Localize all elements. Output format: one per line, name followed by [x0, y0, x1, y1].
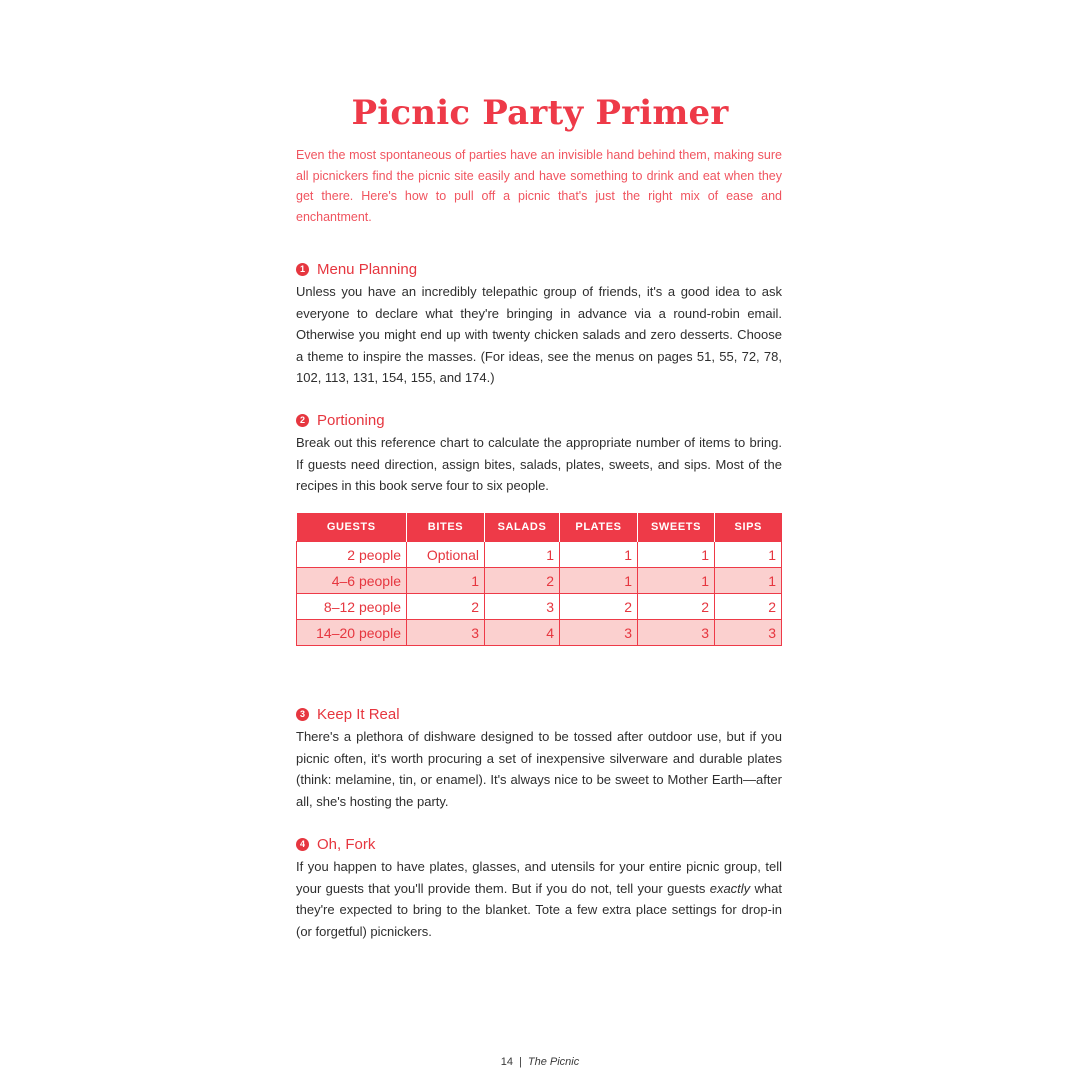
- table-cell: 1: [560, 542, 638, 568]
- table-row: [297, 542, 782, 568]
- table-cell: 1: [407, 568, 485, 594]
- number-badge-icon: 1: [296, 263, 309, 276]
- section-heading: [296, 834, 782, 854]
- portion-chart-table: [296, 513, 782, 646]
- number-badge-icon: 4: [296, 838, 309, 851]
- table-cell-guests: 2 people: [297, 542, 407, 568]
- section-body: There's a plethora of dishware designed to be tossed after outdoor use, but if you picnic often, it's worth procuring a set of inexpensive silverware and durable plates (think: melamine, tin, or enamel). It's always nice to be sweet to Mother Earth—after all, she's hosting the party.: [296, 729, 782, 809]
- section-keep-it-real: [296, 704, 782, 812]
- column-header-plates: PLATES: [560, 513, 638, 542]
- table-row: [297, 594, 782, 620]
- table-cell: 1: [715, 568, 782, 594]
- table-cell: 1: [715, 542, 782, 568]
- column-header-sips: SIPS: [715, 513, 782, 542]
- section-heading-text: Keep It Real: [317, 705, 400, 723]
- table-cell: 1: [560, 568, 638, 594]
- table-cell: 2: [638, 594, 715, 620]
- table-cell: 2: [485, 568, 560, 594]
- section-heading-text: Oh, Fork: [317, 835, 376, 853]
- section-oh-fork: [296, 834, 782, 942]
- table-cell: 3: [560, 620, 638, 646]
- table-cell: 3: [485, 594, 560, 620]
- book-title: The Picnic: [527, 1056, 580, 1068]
- column-header-salads: SALADS: [485, 513, 560, 542]
- intro-paragraph: Even the most spontaneous of parties have an invisible hand behind them, making sure all picnickers find the picnic site easily and have something to drink and eat when they get there. Here's how to pull off a picnic that's just the right mix of ease and enchantment.: [296, 148, 782, 224]
- table-cell: 3: [407, 620, 485, 646]
- section-portioning: [296, 410, 782, 497]
- section-heading-text: Portioning: [317, 411, 385, 429]
- section-menu-planning: [296, 259, 782, 389]
- table-row: [297, 568, 782, 594]
- section-body: [296, 856, 782, 942]
- table-row: [297, 620, 782, 646]
- table-cell-guests: 8–12 people: [297, 594, 407, 620]
- column-header-guests: GUESTS: [297, 513, 407, 542]
- section-body: Unless you have an incredibly telepathic group of friends, it's a good idea to ask everyone to declare what they're bringing in advance via a round-robin email. Otherwise you might end up with twenty chicken salads and zero desserts. Choose a theme to inspire the masses. (For ideas, see the menus on pages 51, 55, 72, 78, 102, 113, 131, 154, 155, and 174.): [296, 284, 782, 385]
- table-header-row: [297, 513, 782, 542]
- column-header-sweets: SWEETS: [638, 513, 715, 542]
- table-cell: Optional: [407, 542, 485, 568]
- column-header-bites: BITES: [407, 513, 485, 542]
- table-cell: 3: [715, 620, 782, 646]
- page-title: Picnic Party Primer: [351, 92, 729, 133]
- table-cell: 2: [560, 594, 638, 620]
- table-cell: 1: [638, 542, 715, 568]
- table-cell: 1: [485, 542, 560, 568]
- table-cell: 1: [638, 568, 715, 594]
- number-badge-icon: 3: [296, 708, 309, 721]
- body-text: If you happen to have plates, glasses, and utensils for your entire picnic group, tell your guests that you'll provide them. But if you do not, tell your guests: [296, 859, 782, 896]
- page-footer: [0, 1056, 1080, 1068]
- section-body: Break out this reference chart to calculate the appropriate number of items to bring. If guests need direction, assign bites, salads, plates, sweets, and sips. Most of the recipes in this book serve four to six people.: [296, 435, 782, 493]
- footer-separator: |: [519, 1056, 522, 1068]
- page-number: 14: [500, 1056, 514, 1068]
- table-cell: 3: [638, 620, 715, 646]
- body-text: what they're expected to bring to the blanket. Tote a few extra place settings for drop-in (or forgetful) picnickers.: [296, 880, 782, 939]
- section-heading: [296, 259, 782, 279]
- table-cell-guests: 4–6 people: [297, 568, 407, 594]
- section-heading: [296, 704, 782, 724]
- table-cell: 2: [715, 594, 782, 620]
- table-cell-guests: 14–20 people: [297, 620, 407, 646]
- number-badge-icon: 2: [296, 414, 309, 427]
- body-emphasis: exactly: [709, 880, 751, 896]
- table-cell: 4: [485, 620, 560, 646]
- section-heading: [296, 410, 782, 430]
- section-heading-text: Menu Planning: [317, 260, 418, 278]
- table-cell: 2: [407, 594, 485, 620]
